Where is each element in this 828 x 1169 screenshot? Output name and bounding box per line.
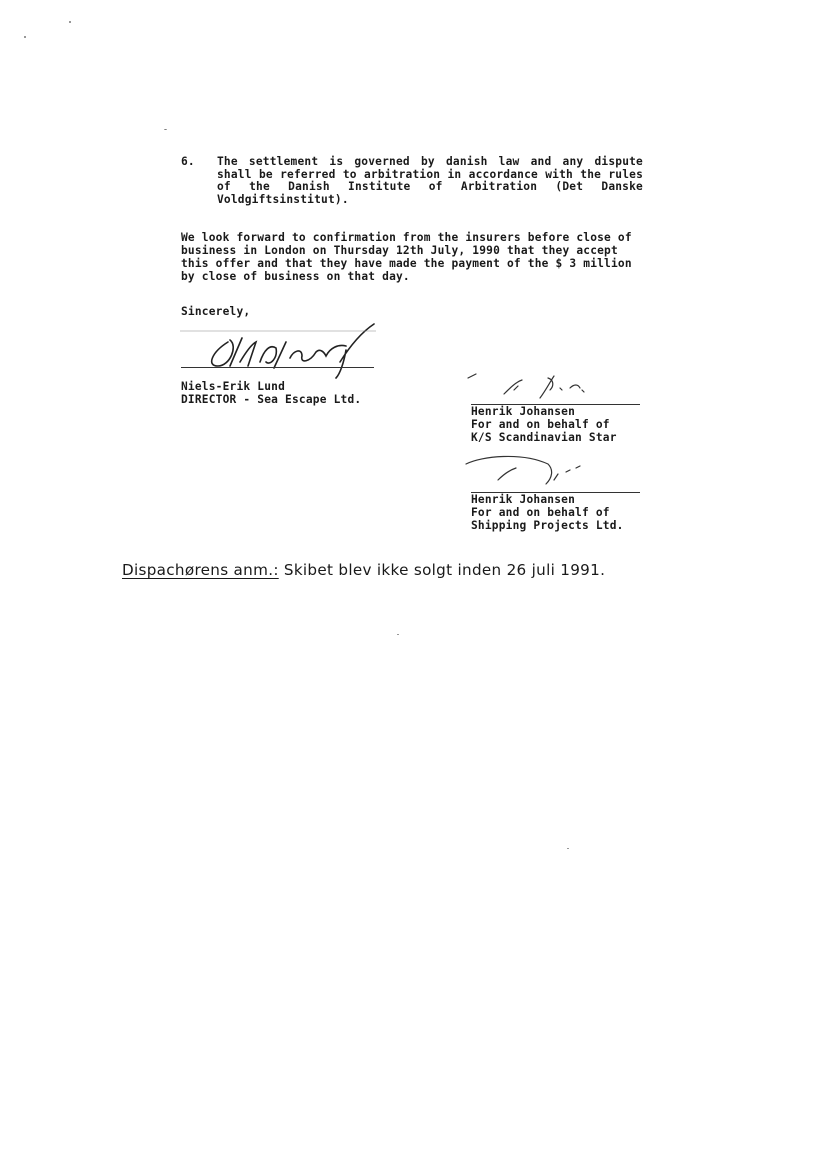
body-paragraph: [181, 231, 643, 283]
adjuster-note: [122, 561, 605, 579]
note-text: Skibet blev ikke solgt inden 26 juli 1991.: [283, 561, 606, 579]
signature-henrik-johansen-2: [462, 452, 632, 492]
paragraph-line: We look forward to confirmation from the insurers before close of: [181, 231, 632, 244]
signatory-company: K/S Scandinavian Star: [471, 431, 617, 444]
signatory-capacity: For and on behalf of: [471, 506, 610, 519]
paragraph-line: business in London on Thursday 12th July, 1990 that they accept: [181, 244, 618, 257]
signatory-name: Henrik Johansen: [471, 405, 576, 418]
scan-speck: [567, 848, 569, 849]
scan-speck: [397, 634, 399, 635]
signatory-name: Niels-Erik Lund: [181, 380, 286, 393]
signatory-left: [181, 380, 361, 406]
signatory-name: Henrik Johansen: [471, 493, 576, 506]
scan-speck: [24, 36, 26, 38]
note-label: Dispachørens anm.:: [122, 561, 279, 579]
signatory-title: DIRECTOR - Sea Escape Ltd.: [181, 393, 362, 406]
closing-salutation: Sincerely,: [181, 305, 251, 318]
signature-line-left: [181, 367, 374, 368]
signatory-right-1: [471, 405, 617, 444]
paragraph-line: by close of business on that day.: [181, 270, 410, 283]
signature-henrik-johansen-1: [464, 368, 634, 408]
clause-number: 6.: [181, 155, 195, 168]
signature-niels-erik-lund: [190, 322, 390, 382]
scan-speck: [69, 21, 71, 23]
signatory-company: Shipping Projects Ltd.: [471, 519, 624, 532]
signatory-capacity: For and on behalf of: [471, 418, 610, 431]
clause-text: The settlement is governed by danish law and any dispute shall be referred to arbitration in accordance with the rules of the Danish Institute of Arbitration (Det Danske Voldgiftsinstitut).: [217, 155, 643, 207]
paragraph-line: this offer and that they have made the payment of the $ 3 million: [181, 257, 632, 270]
scan-speck: [164, 129, 167, 130]
signatory-right-2: [471, 493, 624, 532]
